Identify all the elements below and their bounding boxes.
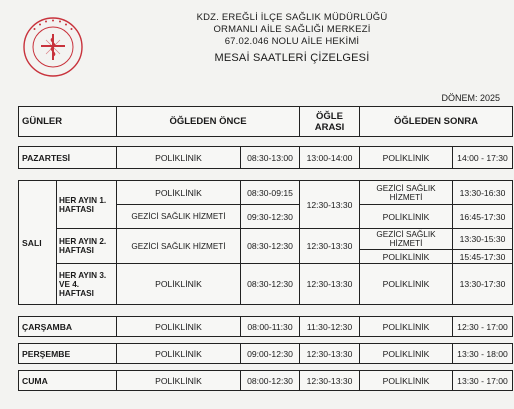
header-directorate: KDZ. EREĞLİ İLÇE SAĞLIK MÜDÜRLÜĞÜ — [196, 12, 388, 23]
ministry-of-health-seal-icon — [22, 16, 84, 78]
tuesday-w2-am: GEZİCİ SAĞLIK HİZMETİ — [117, 229, 241, 264]
wednesday-pm-time: 12:30 - 17:00 — [453, 317, 513, 337]
thursday-am-time: 09:00-12:30 — [241, 344, 300, 364]
tuesday-w2-pm1: GEZİCİ SAĞLIK HİZMETİ — [360, 229, 453, 250]
tuesday-w2-am-time: 08:30-12:30 — [241, 229, 300, 264]
thursday-break: 12:30-13:30 — [300, 344, 360, 364]
tuesday-w1-pm2-time: 16:45-17:30 — [453, 205, 513, 229]
thursday-am-activity: POLİKLİNİK — [117, 344, 241, 364]
tuesday-week1-label: HER AYIN 1. HAFTASI — [57, 181, 117, 229]
day-tuesday: SALI — [19, 181, 57, 305]
monday-am-time: 08:30-13:00 — [241, 147, 300, 169]
tuesday-w34-pm-time: 13:30-17:30 — [453, 264, 513, 305]
monday-pm-activity: POLİKLİNİK — [360, 147, 453, 169]
thursday-pm-activity: POLİKLİNİK — [360, 344, 453, 364]
friday-pm-time: 13:30 - 17:00 — [453, 371, 513, 391]
tuesday-w1-am2: GEZİCİ SAĞLIK HİZMETİ — [117, 205, 241, 229]
day-wednesday: ÇARŞAMBA — [19, 317, 117, 337]
col-afternoon: ÖĞLEDEN SONRA — [360, 107, 513, 137]
wednesday-pm-activity: POLİKLİNİK — [360, 317, 453, 337]
friday-am-activity: POLİKLİNİK — [117, 371, 241, 391]
tuesday-w2-pm2: POLİKLİNİK — [360, 250, 453, 264]
period-label: DÖNEM: 2025 — [441, 93, 500, 103]
tuesday-week34-label: HER AYIN 3. VE 4. HAFTASI — [57, 264, 117, 305]
monday-pm-time: 14:00 - 17:30 — [453, 147, 513, 169]
monday-row — [18, 146, 513, 169]
col-lunch-break: ÖĞLE ARASI — [300, 107, 360, 137]
monday-break: 13:00-14:00 — [300, 147, 360, 169]
friday-row — [18, 370, 513, 391]
header-center: ORMANLI AİLE SAĞLIĞI MERKEZİ — [213, 24, 371, 35]
wednesday-break: 11:30-12:30 — [300, 317, 360, 337]
day-friday: CUMA — [19, 371, 117, 391]
wednesday-row — [18, 316, 513, 337]
column-header-table — [18, 106, 513, 137]
tuesday-week2-label: HER AYIN 2. HAFTASI — [57, 229, 117, 264]
friday-break: 12:30-13:30 — [300, 371, 360, 391]
day-thursday: PERŞEMBE — [19, 344, 117, 364]
day-monday: PAZARTESİ — [19, 147, 117, 169]
tuesday-w34-pm: POLİKLİNİK — [360, 264, 453, 305]
tuesday-w2-pm1-time: 13:30-15:30 — [453, 229, 513, 250]
page-title: MESAİ SAATLERİ ÇİZELGESİ — [214, 52, 370, 64]
wednesday-am-activity: POLİKLİNİK — [117, 317, 241, 337]
tuesday-w34-am-time: 08:30-12:30 — [241, 264, 300, 305]
tuesday-w34-break: 12:30-13:30 — [300, 264, 360, 305]
tuesday-w1-break: 12:30-13:30 — [300, 181, 360, 229]
tuesday-w1-am1-time: 08:30-09:15 — [241, 181, 300, 205]
monday-am-activity: POLİKLİNİK — [117, 147, 241, 169]
wednesday-am-time: 08:00-11:30 — [241, 317, 300, 337]
tuesday-w1-pm1-time: 13:30-16:30 — [453, 181, 513, 205]
friday-pm-activity: POLİKLİNİK — [360, 371, 453, 391]
col-days: GÜNLER — [19, 107, 117, 137]
tuesday-block — [18, 180, 513, 305]
tuesday-w1-am2-time: 09:30-12:30 — [241, 205, 300, 229]
thursday-pm-time: 13:30 - 18:00 — [453, 344, 513, 364]
header-physician-unit: 67.02.046 NOLU AİLE HEKİMİ — [224, 36, 360, 47]
tuesday-w1-am1: POLİKLİNİK — [117, 181, 241, 205]
tuesday-w1-pm1: GEZİCİ SAĞLIK HİZMETİ — [360, 181, 453, 205]
tuesday-w2-pm2-time: 15:45-17:30 — [453, 250, 513, 264]
col-morning: ÖĞLEDEN ÖNCE — [117, 107, 300, 137]
tuesday-w1-pm2: POLİKLİNİK — [360, 205, 453, 229]
friday-am-time: 08:00-12:30 — [241, 371, 300, 391]
tuesday-w34-am: POLİKLİNİK — [117, 264, 241, 305]
tuesday-w2-break: 12:30-13:30 — [300, 229, 360, 264]
thursday-row — [18, 343, 513, 364]
